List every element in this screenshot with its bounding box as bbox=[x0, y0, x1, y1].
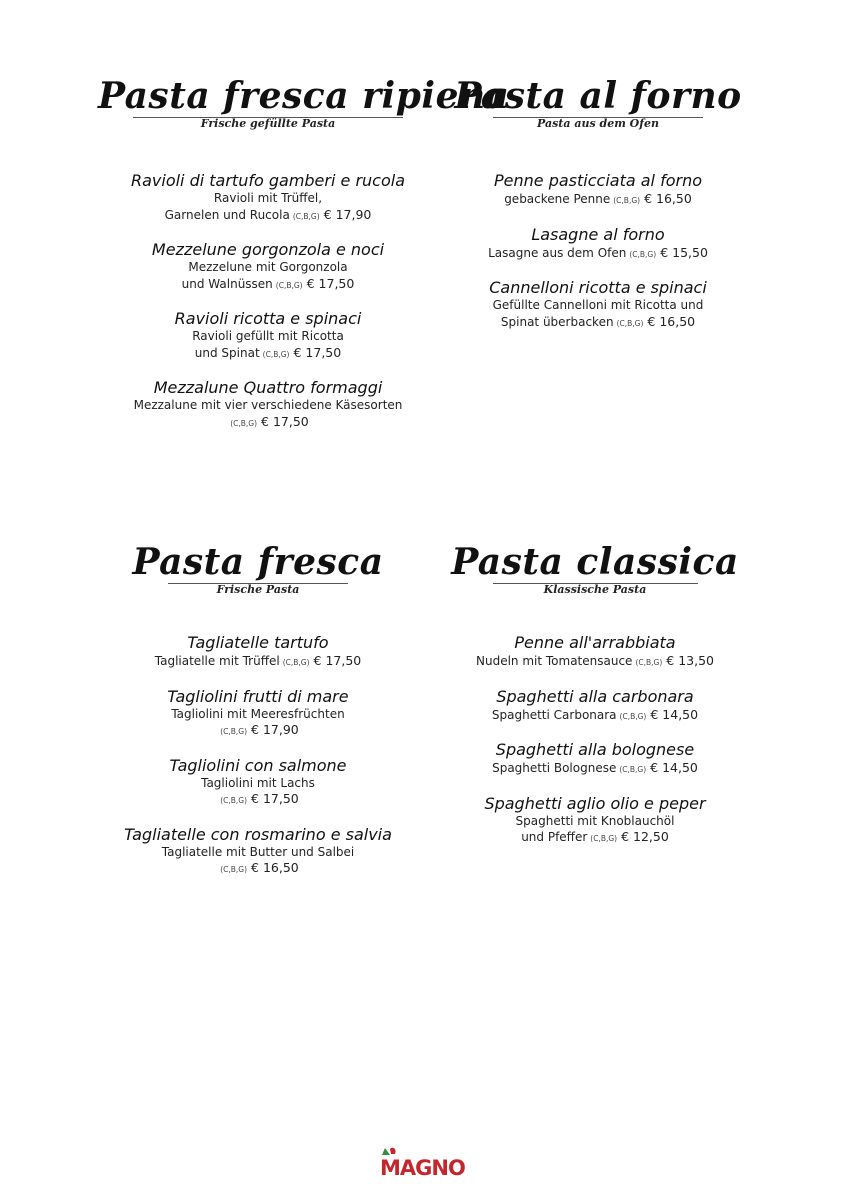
menu-item bbox=[98, 240, 438, 293]
allergen-codes: (C,B,G) bbox=[619, 711, 647, 721]
dish-description: Spaghetti Carbonara bbox=[491, 707, 617, 722]
dish-price: € 17,50 bbox=[261, 413, 309, 429]
dish-price: € 17,50 bbox=[313, 653, 362, 668]
allergen-codes: (C,B,G) bbox=[619, 765, 647, 774]
section-pasta-fresca-ripiena bbox=[98, 75, 510, 447]
logo-text: MAGNO bbox=[380, 1156, 465, 1180]
section-subtitle: Pasta aus dem Ofen bbox=[537, 117, 659, 130]
dish-name: Ravioli di tartufo gamberi e rucola bbox=[130, 171, 405, 190]
dish-description: Garnelen und Rucola bbox=[164, 207, 290, 222]
dish-name: Tagliatelle tartufo bbox=[187, 633, 329, 652]
dish-name: Penne all'arrabbiata bbox=[514, 633, 676, 652]
menu-item bbox=[98, 171, 438, 224]
allergen-codes: (C,B,G) bbox=[629, 249, 657, 259]
pepper-icon bbox=[390, 1148, 396, 1154]
dish-price: € 12,50 bbox=[621, 829, 669, 844]
menu-item bbox=[88, 633, 428, 671]
section-title: Pasta al forno bbox=[454, 75, 742, 117]
dish-description: Spaghetti Bolognese bbox=[492, 761, 617, 775]
dish-description: und Walnüssen bbox=[181, 276, 273, 291]
section-subtitle: Frische gefüllte Pasta bbox=[200, 117, 336, 130]
section-title: Pasta fresca ripiena bbox=[98, 75, 510, 117]
dish-price: € 17,50 bbox=[251, 791, 299, 806]
dish-price: € 14,50 bbox=[650, 760, 698, 775]
allergen-codes: (C,B,G) bbox=[220, 727, 248, 736]
dish-name: Penne pasticciata al forno bbox=[494, 171, 702, 190]
dish-name: Ravioli ricotta e spinaci bbox=[174, 309, 362, 328]
dish-price: € 17,50 bbox=[293, 344, 342, 360]
dish-description: Mezzalune mit vier verschiedene Käsesorten bbox=[133, 398, 403, 412]
allergen-codes: (C,B,G) bbox=[275, 280, 303, 290]
section-title: Pasta fresca bbox=[132, 541, 384, 583]
dish-name: Cannelloni ricotta e spinaci bbox=[489, 278, 707, 297]
section-subtitle: Klassische Pasta bbox=[543, 583, 647, 596]
dish-description: und Spinat bbox=[194, 345, 260, 360]
dish-price: € 17,90 bbox=[251, 722, 299, 737]
dish-price: € 17,90 bbox=[323, 206, 372, 222]
allergen-codes: (C,B,G) bbox=[292, 211, 320, 221]
menu-item bbox=[98, 309, 438, 362]
dish-description: Spinat überbacken bbox=[500, 314, 614, 329]
dish-description: Tagliolini mit Lachs bbox=[201, 775, 315, 790]
menu-item bbox=[425, 687, 765, 725]
menu-item bbox=[88, 825, 428, 878]
menu-item bbox=[98, 378, 438, 431]
dish-name: Lasagne al forno bbox=[531, 224, 665, 244]
menu-item bbox=[88, 756, 428, 809]
dish-description: Tagliatelle mit Butter und Salbei bbox=[161, 844, 355, 859]
dish-name: Mezzalune Quattro formaggi bbox=[153, 378, 383, 397]
menu-item bbox=[88, 687, 428, 740]
dish-price: € 16,50 bbox=[647, 313, 696, 329]
section-subtitle: Frische Pasta bbox=[216, 583, 300, 596]
dish-description: und Pfeffer bbox=[521, 830, 588, 844]
allergen-codes: (C,B,G) bbox=[616, 318, 644, 328]
allergen-codes: (C,B,G) bbox=[230, 418, 258, 428]
dish-description: gebackene Penne bbox=[504, 192, 611, 206]
dish-description: Gefüllte Cannelloni mit Ricotta und bbox=[492, 298, 704, 312]
dish-description: Tagliolini mit Meeresfrüchten bbox=[171, 706, 345, 721]
allergen-codes: (C,B,G) bbox=[635, 658, 663, 667]
menu-item bbox=[428, 171, 768, 209]
magno-logo bbox=[379, 1146, 469, 1180]
allergen-codes: (C,B,G) bbox=[262, 349, 290, 359]
dish-name: Tagliolini frutti di mare bbox=[167, 686, 349, 706]
section-pasta-classica bbox=[425, 542, 765, 863]
dish-price: € 13,50 bbox=[666, 653, 714, 668]
menu-item bbox=[425, 794, 765, 847]
menu-item bbox=[428, 225, 768, 263]
allergen-codes: (C,B,G) bbox=[282, 658, 310, 667]
dish-name: Tagliolini con salmone bbox=[169, 755, 347, 775]
magno-logo-mark bbox=[379, 1146, 469, 1180]
dish-price: € 17,50 bbox=[306, 275, 355, 291]
dish-description: Lasagne aus dem Ofen bbox=[488, 245, 627, 260]
dish-price: € 16,50 bbox=[644, 191, 692, 206]
allergen-codes: (C,B,G) bbox=[590, 834, 618, 843]
allergen-codes: (C,B,G) bbox=[220, 796, 248, 805]
section-pasta-fresca bbox=[88, 542, 428, 894]
dish-description: Ravioli mit Trüffel, bbox=[213, 191, 323, 205]
dish-description: Ravioli gefüllt mit Ricotta bbox=[192, 329, 344, 343]
dish-price: € 14,50 bbox=[650, 706, 699, 722]
dish-price: € 15,50 bbox=[660, 244, 708, 260]
allergen-codes: (C,B,G) bbox=[613, 196, 641, 205]
menu-item bbox=[428, 278, 768, 331]
dish-description: Nudeln mit Tomatensauce bbox=[476, 654, 633, 668]
dish-name: Tagliatelle con rosmarino e salvia bbox=[124, 824, 392, 844]
allergen-codes: (C,B,G) bbox=[220, 865, 248, 874]
menu-item bbox=[425, 740, 765, 778]
section-pasta-al-forno bbox=[428, 76, 768, 347]
dish-description: Mezzelune mit Gorgonzola bbox=[188, 260, 348, 274]
menu-item bbox=[425, 633, 765, 671]
dish-price: € 16,50 bbox=[251, 860, 299, 875]
dish-description: Spaghetti mit Knoblauchöl bbox=[515, 813, 675, 828]
dish-name: Spaghetti alla bolognese bbox=[495, 740, 695, 759]
dish-name: Spaghetti alla carbonara bbox=[496, 686, 694, 706]
dish-description: Tagliatelle mit Trüffel bbox=[154, 654, 280, 668]
dish-name: Spaghetti aglio olio e peper bbox=[484, 793, 706, 813]
dish-name: Mezzelune gorgonzola e noci bbox=[151, 240, 385, 259]
section-title: Pasta classica bbox=[451, 541, 739, 583]
leaf-icon bbox=[382, 1148, 390, 1155]
